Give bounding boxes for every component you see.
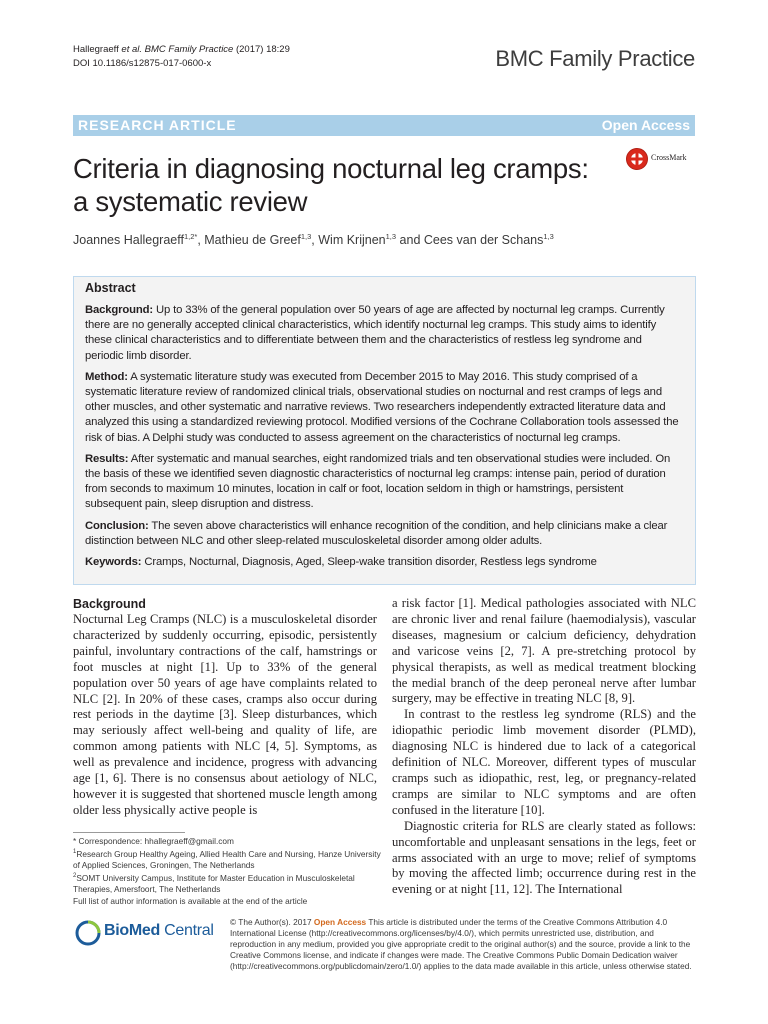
biomed-central-logo <box>73 918 223 948</box>
affiliation-marker: 1 <box>73 849 77 856</box>
article-title <box>73 152 633 218</box>
abstract-results-label: Results: <box>85 452 129 465</box>
abstract-keywords <box>85 555 683 570</box>
affiliation-2 <box>73 871 383 895</box>
body-paragraph: a risk factor [1]. Medical pathologies associated with NLC are chronic liver and renal failure (haemodialysis), vascular diseases, magnesium or calcium deficiency, dehydration and varicose veins [2, 7]. A pre-stretching protocol by physical therapists, as well as medical treatment blocking the medial branch of the deep peroneal nerve after lumbar surgery, may be effective in treating NLC [8, 9]. <box>392 596 696 706</box>
author-affiliation: 1,3 <box>385 232 397 241</box>
correspondence-email[interactable]: * Correspondence: hhallegraeff@gmail.com <box>73 836 234 846</box>
affiliation-1 <box>73 847 383 871</box>
body-column-left <box>73 596 377 819</box>
abstract-method-text: A systematic literature study was executed from December 2015 to May 2016. This study comprised of a systematic literature review of randomized clinical trials, observational studies on nocturnal and rest cramps of legs and other muscles, and other systematic and narrative reviews. Two researchers independently extracted literature data and analyzed this using a standardized reviewing protocol. Modified versions of the Cochrane Collaboration tools assessed the risk of bias. A Delphi study was conducted to assess agreement on the characteristics of nocturnal leg cramps. <box>85 370 679 444</box>
license-open-access: Open Access <box>313 917 367 927</box>
abstract-results-text: After systematic and manual searches, eight randomized trials and ten observational studies were included. On the basis of these we identified seven diagnostic characteristics of nocturnal leg cramps: intense pain, period of duration from seconds to maximum 10 minutes, location in calf or foot, location seldom in thigh or hamstrings, persistent subsequent pain, sleep disruption and distress. <box>85 452 671 511</box>
body-paragraph: In contrast to the restless leg syndrome (RLS) and the idiopathic periodic limb movement disorder (PLMD), diagnosing NLC is hindered due to lack of a categorical definition of NLC. Moreover, different types of muscular cramps such as idiopathic, rest, leg, or pregnancy-related cramps are similar to NLC symptoms and are often confused in the literature [10]. <box>392 707 696 817</box>
crossmark-label: CrossMark <box>651 153 687 162</box>
citation-authors: Hallegraeff <box>73 44 122 55</box>
author-name: Joannes Hallegraeff <box>73 233 184 248</box>
abstract-keywords-text: Cramps, Nocturnal, Diagnosis, Aged, Sleep-wake transition disorder, Restless legs syndrome <box>141 556 597 569</box>
crossmark-icon <box>626 148 648 170</box>
author-name: , Wim Krijnen <box>311 233 386 248</box>
body-column-right <box>392 596 696 898</box>
citation-year: (2017) 18:29 <box>233 44 290 55</box>
author-affiliation: 1,3 <box>543 232 554 241</box>
abstract-background <box>85 303 683 364</box>
license-text: This article is distributed under the terms of the Creative Commons Attribution 4.0 International License (http://creativecommons.org/licenses/by/4.0/), which permits unrestricted use, distribution, and reproduction in any medium, provided you give appropriate credit to the original author(s) and the source, provide a link to the Creative Commons license, and indicate if changes were made. The Creative Commons Public Domain Dedication waiver (http://creativecommons.org/publicdomain/zero/1.0/) applies to the data made available in this article, unless otherwise stated. <box>230 917 692 971</box>
running-header <box>73 43 290 71</box>
biomed-central-logo-icon <box>75 920 101 946</box>
affiliation-text: SOMT University Campus, Institute for Master Education in Musculoskeletal Therapies, Amersfoort, The Netherlands <box>73 873 355 895</box>
affiliation-marker: 2 <box>73 873 77 880</box>
author-list <box>73 232 554 247</box>
journal-name: BMC Family Practice <box>495 46 695 71</box>
abstract-conclusion <box>85 519 683 549</box>
doi[interactable]: DOI 10.1186/s12875-017-0600-x <box>73 58 212 69</box>
abstract-background-label: Background: <box>85 304 154 316</box>
citation-journal: et al. BMC Family Practice <box>121 44 234 55</box>
abstract-method-label: Method: <box>85 370 128 383</box>
abstract-heading: Abstract <box>85 281 136 295</box>
article-type-banner <box>73 115 695 136</box>
abstract-results <box>85 452 683 513</box>
affiliation-text: Research Group Healthy Ageing, Allied Health Care and Nursing, Hanze University of Applied Sciences, Groningen, The Netherlands <box>73 848 381 871</box>
author-affiliation: 1,2* <box>183 232 198 241</box>
article-type: RESEARCH ARTICLE <box>78 117 237 133</box>
license-statement <box>230 917 696 972</box>
abstract-background-text: Up to 33% of the general population over 50 years of age are affected by nocturnal leg cramps. Currently there are no generally accepted clinical characteristics, which identify nocturnal leg cramps. This study aims to identify these clinical characteristics and to differentiate between them and the characteristics of restless leg syndrome and periodic limb disorder. <box>85 304 665 362</box>
abstract-method <box>85 370 683 446</box>
title-line-1: Criteria in diagnosing nocturnal leg cramps: <box>73 153 589 184</box>
abstract-conclusion-text: The seven above characteristics will enhance recognition of the condition, and help clinicians make a clear distinction between NLC and other sleep-related musculoskeletal disorder among older adults. <box>85 519 668 547</box>
crossmark-badge[interactable] <box>626 148 706 170</box>
body-paragraph: Nocturnal Leg Cramps (NLC) is a musculoskeletal disorder characterized by suddenly occurring, episodic, persistently painful, involuntary contractions of the calf, hamstrings or foot muscles at night [1]. Up to 33% of the general population over 50 years of age have complaints related to NLC [2]. In 20% of these cases, cramps also occur during rest periods in the daytime [3]. Sleep disturbances, which may seriously affect well-being and quality of life, are common among patients with NLC [4, 5]. Symptoms, as well as prevalence and incidence, progress with advancing age [1, 6]. There is no consensus about aetiology of NLC, however it is suggested that shortened muscle length among older less physically active people is <box>73 612 377 817</box>
abstract-box <box>73 276 696 585</box>
body-paragraph: Diagnostic criteria for RLS are clearly stated as follows: uncomfortable and unpleasant sensations in the legs, feet or arms associated with an urge to move; relief of symptoms by moving the affected limb; occurrence during rest in the evening or at night [11, 12]. The International <box>392 818 696 897</box>
section-heading-background: Background <box>73 597 146 611</box>
license-copyright: © The Author(s). 2017 <box>230 917 314 927</box>
abstract-keywords-label: Keywords: <box>85 556 142 569</box>
footnote-divider <box>73 832 185 833</box>
title-line-2: a systematic review <box>73 186 308 217</box>
author-name: and Cees van der Schans <box>396 233 544 248</box>
full-author-info-note: Full list of author information is available at the end of the article <box>73 895 308 906</box>
biomed-central-wordmark: BioMed Central <box>104 922 214 939</box>
open-access-label: Open Access <box>601 117 690 133</box>
author-name: , Mathieu de Greef <box>197 233 301 248</box>
author-affiliation: 1,3 <box>300 232 312 241</box>
abstract-conclusion-label: Conclusion: <box>85 519 149 532</box>
footnotes <box>73 836 383 907</box>
